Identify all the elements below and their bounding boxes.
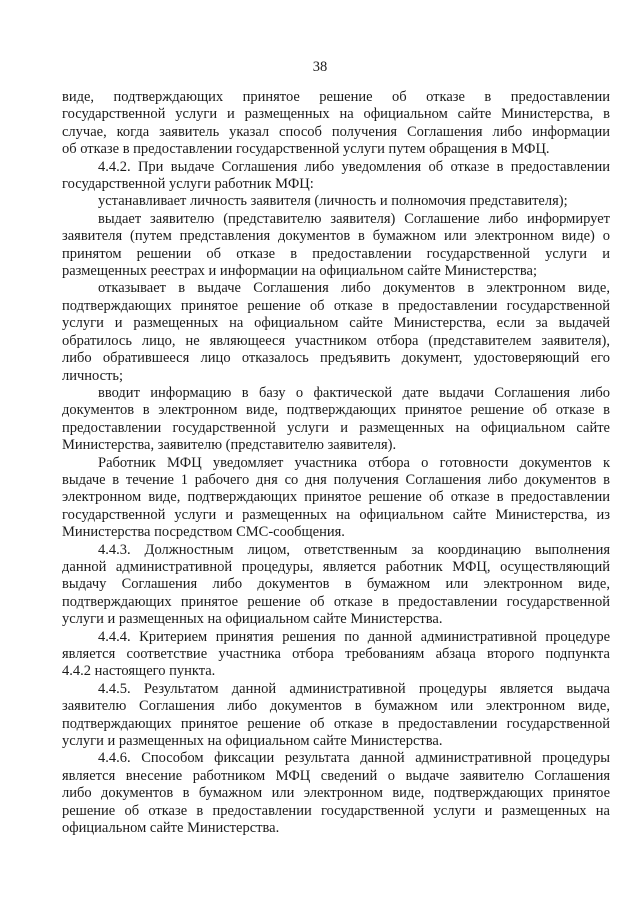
text-line: личность; (62, 367, 124, 384)
text-line: официальном сайте Министерства. (62, 820, 280, 837)
text-line: решение об отказе в предоставлении государственной услуги и размещенных на (62, 802, 610, 819)
paragraph (62, 542, 610, 629)
text-line: об отказе в предоставлении государственной услуги путем обращения в МФЦ. (62, 141, 550, 158)
text-line: подтверждающих принятое решение об отказе в предоставлении государственной (62, 593, 610, 610)
text-line: государственной услуги и размещенных на официальном сайте Министерства, из (62, 506, 610, 523)
paragraph (62, 455, 610, 542)
text-line: выдает заявителю (представителю заявителя) Соглашение либо информирует (98, 210, 610, 227)
text-line: государственной услуги работник МФЦ: (62, 176, 314, 193)
text-line: отказывает в выдаче Соглашения либо документов в электронном виде, (98, 280, 610, 297)
paragraph (62, 629, 610, 681)
text-line: государственной услуги и размещенных на официальном сайте Министерства, в (62, 106, 610, 123)
text-line: услуги и размещенных на официальном сайте Министерства. (62, 733, 443, 750)
text-line: электронном виде, подтверждающих принятое решение об отказе в предоставлении (62, 489, 610, 506)
paragraph (62, 385, 610, 455)
document-body (62, 89, 610, 837)
text-line: либо документов в бумажном или электронном виде, подтверждающих принятое (62, 785, 610, 802)
paragraph (62, 681, 610, 751)
page-number: 38 (312, 59, 328, 75)
text-line: Министерства посредством СМС-сообщения. (62, 524, 345, 541)
text-line: является внесение работником МФЦ сведений о выдаче заявителю Соглашения (62, 767, 610, 784)
text-line: услуги и размещенных на официальном сайте Министерства. (62, 611, 443, 628)
text-line: выдачу Соглашения либо документов в бумажном или электронном виде, (62, 576, 610, 593)
text-line: Министерства, заявителю (представителю заявителя). (62, 437, 397, 454)
text-line: 4.4.5. Результатом данной административной процедуры является выдача (98, 680, 610, 697)
text-line: устанавливает личность заявителя (личность и полномочия представителя); (98, 193, 568, 210)
text-line: данной административной процедуры, является работник МФЦ, осуществляющий (62, 558, 610, 575)
paragraph (62, 193, 610, 210)
text-line: обратилось лицо, не являющееся участником отбора (представителем заявителя), (62, 332, 610, 349)
text-line: вводит информацию в базу о фактической дате выдачи Соглашения либо (98, 384, 610, 401)
paragraph (62, 750, 610, 837)
text-line: либо обратившееся лицо отказалось предъявить документ, удостоверяющий его (62, 350, 610, 367)
text-line: принятом решении об отказе в предоставлении государственной услуги и (62, 245, 610, 262)
text-line: случае, когда заявитель указал способ получения Соглашения либо информации (62, 123, 610, 140)
text-line: размещенных реестрах и информации на официальном сайте Министерства; (62, 263, 537, 280)
text-line: услуги и размещенных на официальном сайте Министерства, если за выдачей (62, 315, 610, 332)
text-line: виде, подтверждающих принятое решение об отказе в предоставлении (62, 89, 610, 105)
text-line: подтверждающих принятое решение об отказе в предоставлении государственной (62, 297, 610, 314)
paragraph (62, 211, 610, 281)
paragraph (62, 89, 610, 159)
text-line: предоставлении государственной услуги и размещенных на официальном сайте (62, 419, 610, 436)
text-line: 4.4.6. Способом фиксации результата данной административной процедуры (98, 750, 610, 767)
text-line: подтверждающих принятое решение об отказе в предоставлении государственной (62, 715, 610, 732)
text-line: выдаче в течение 1 рабочего дня со дня получения Соглашения либо документов в (62, 471, 610, 488)
paragraph (62, 280, 610, 384)
text-line: 4.4.2. При выдаче Соглашения либо уведомления об отказе в предоставлении (98, 158, 610, 175)
text-line: заявителя (путем представления документов в бумажном или электронном виде) о (62, 228, 610, 245)
paragraph (62, 159, 610, 194)
text-line: 4.4.2 настоящего пункта. (62, 663, 216, 680)
text-line: 4.4.3. Должностным лицом, ответственным за координацию выполнения (98, 541, 610, 558)
text-line: документов в электронном виде, подтверждающих принятое решение об отказе в (62, 402, 610, 419)
text-line: Работник МФЦ уведомляет участника отбора о готовности документов к (98, 454, 610, 471)
text-line: является соответствие участника отбора требованиям абзаца второго подпункта (62, 646, 610, 662)
text-line: заявителю Соглашения либо документов в бумажном или электронном виде, (62, 698, 610, 715)
text-line: 4.4.4. Критерием принятия решения по данной административной процедуре (98, 628, 610, 645)
